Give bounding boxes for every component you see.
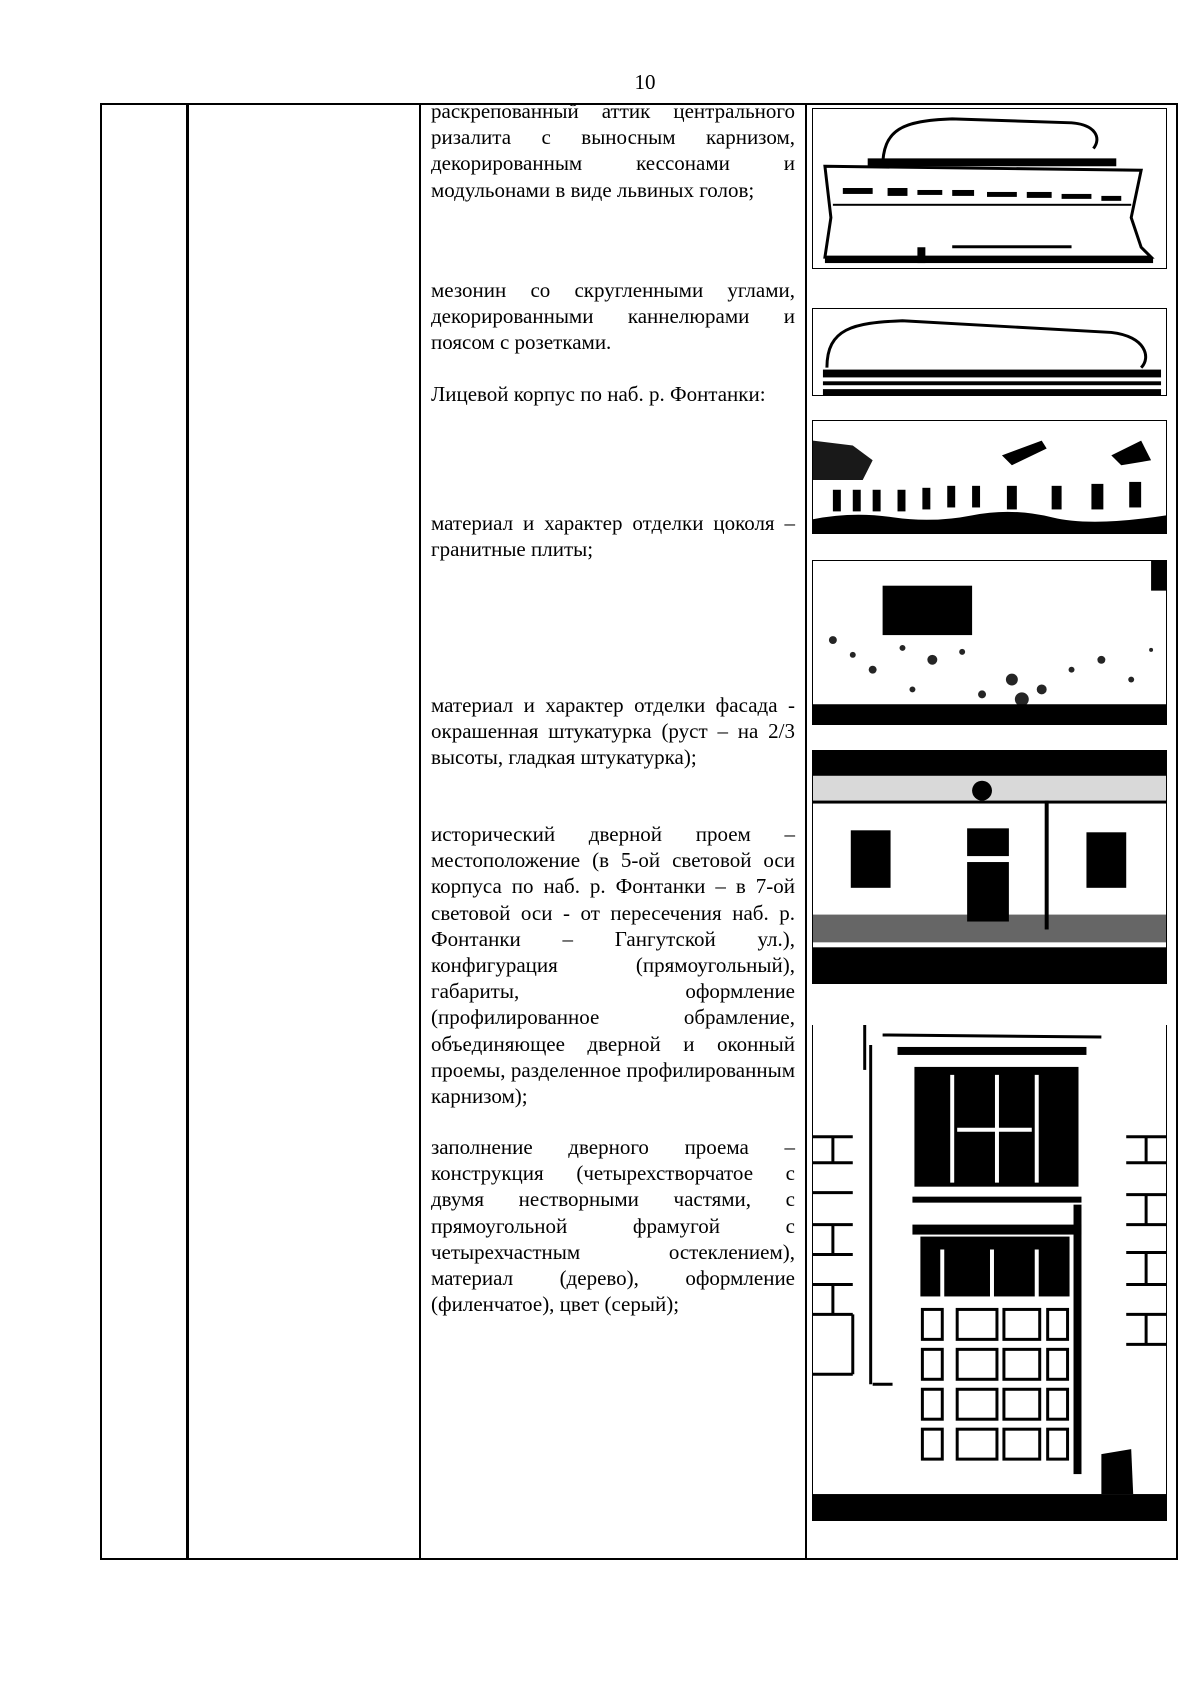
granite-plinth-photo [812,560,1167,725]
historic-doorway-photo [812,1025,1167,1521]
mezzanine-photo [812,308,1167,396]
item-mezzanine-text: мезонин со скругленными углами, декорированными каннелюрами и поясом с розетками. [431,278,795,355]
page-number: 10 [634,70,656,94]
item-plinth-text: материал и характер отделки цоколя – гранитные плиты; [431,511,795,562]
attic-central-risalit-photo [812,108,1167,269]
column-divider [419,105,421,1558]
column-divider [805,105,807,1558]
fontanka-facade-photo [812,420,1167,534]
item-attic-text: раскрепованный аттик центрального ризалита с выносным карнизом, декорированным кессонами и модульонами в виде львиных голов; [431,99,795,202]
item-historic-doorway-text: исторический дверной проем – местоположение (в 5-ой световой оси корпуса по наб. р. Фонтанки – в 7-ой световой оси - от пересечения наб. р. Фонтанки – Гангутской ул.), конфигурация (прямоугольный), габариты, оформление (профилированное обрамление, объединяющее дверной и оконный проемы, разделенное профилированным карнизом); [431,822,795,1109]
column-divider [186,105,189,1558]
item-facade-finish-text: материал и характер отделки фасада - окрашенная штукатурка (руст – на 2/3 высоты, гладкая штукатурка); [431,693,795,770]
item-fontanka-building-text: Лицевой корпус по наб. р. Фонтанки: [431,382,766,406]
plaster-facade-photo [812,750,1167,984]
item-door-filling-text: заполнение дверного проема – конструкция (четырехстворчатое с двумя нестворными частями, с прямоугольной фрамугой с четырехчастным остеклением), материал (дерево), оформление (филенчатое), цвет (серый); [431,1135,795,1317]
